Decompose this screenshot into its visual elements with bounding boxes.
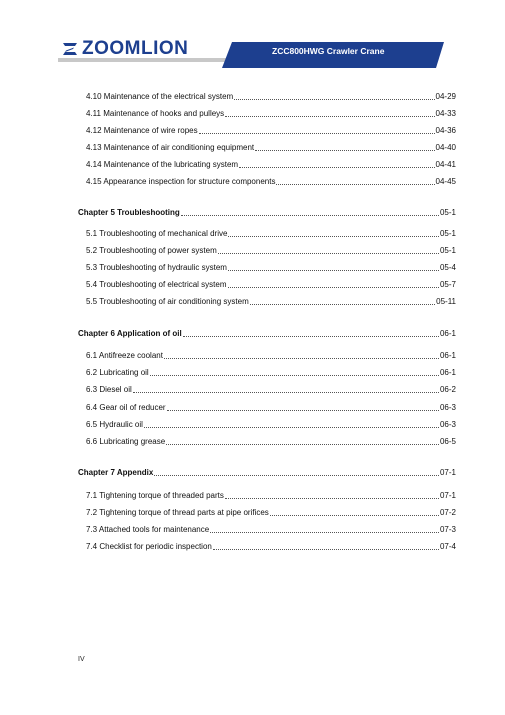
toc-entry-page: 05-4	[439, 263, 456, 272]
toc-section-row	[86, 263, 456, 273]
toc-entry-title: 4.12 Maintenance of wire ropes	[86, 126, 198, 135]
toc-chapter-row	[78, 329, 456, 339]
toc-entry-page: 05-1	[439, 208, 456, 217]
toc-entry-title: 7.1 Tightening torque of threaded parts	[86, 491, 224, 500]
toc-entry-page: 06-3	[439, 403, 456, 412]
toc-section-row	[86, 491, 456, 501]
toc-section-row	[86, 420, 456, 430]
toc-entry-page: 07-1	[439, 468, 456, 477]
toc-section-row	[86, 280, 456, 290]
toc-section-row	[86, 525, 456, 535]
toc-section-row	[86, 403, 456, 413]
toc-leader-dots	[276, 177, 434, 185]
toc-section-row	[86, 143, 456, 153]
toc-leader-dots	[250, 297, 435, 305]
toc-leader-dots	[166, 437, 439, 445]
toc-entry-page: 06-5	[439, 437, 456, 446]
toc-section-row	[86, 246, 456, 256]
toc-section-row	[86, 542, 456, 552]
toc-entry-title: Chapter 7 Appendix	[78, 468, 154, 477]
toc-entry-title: 6.3 Diesel oil	[86, 385, 132, 394]
toc-entry-title: 6.2 Lubricating oil	[86, 368, 149, 377]
toc-entry-title: 6.4 Gear oil of reducer	[86, 403, 166, 412]
toc-leader-dots	[239, 160, 434, 168]
toc-section-row	[86, 437, 456, 447]
toc-entry-page: 07-1	[439, 491, 456, 500]
toc-entry-title: 5.4 Troubleshooting of electrical system	[86, 280, 227, 289]
toc-entry-page: 06-2	[439, 385, 456, 394]
toc-section-row	[86, 160, 456, 170]
toc-entry-title: 5.3 Troubleshooting of hydraulic system	[86, 263, 227, 272]
toc-leader-dots	[213, 542, 439, 550]
toc-leader-dots	[218, 246, 439, 254]
toc-entry-page: 04-29	[435, 92, 456, 101]
toc-entry-page: 04-40	[435, 143, 456, 152]
toc-section-row	[86, 126, 456, 136]
toc-leader-dots	[228, 263, 439, 271]
toc-leader-dots	[225, 109, 434, 117]
toc-entry-page: 04-33	[435, 109, 456, 118]
toc-section-row	[86, 508, 456, 518]
toc-entry-page: 04-45	[435, 177, 456, 186]
header-banner	[0, 0, 505, 80]
toc-entry-title: 4.11 Maintenance of hooks and pulleys	[86, 109, 225, 118]
toc-entry-title: 6.6 Lubricating grease	[86, 437, 166, 446]
toc-entry-title: 5.5 Troubleshooting of air conditioning system	[86, 297, 249, 306]
toc-entry-page: 05-1	[439, 229, 456, 238]
toc-entry-page: 07-4	[439, 542, 456, 551]
toc-section-row	[86, 385, 456, 395]
toc-entry-page: 05-11	[436, 297, 456, 306]
toc-section-row	[86, 351, 456, 361]
toc-section-row	[86, 297, 456, 307]
toc-leader-dots	[150, 368, 439, 376]
toc-section-row	[86, 229, 456, 239]
toc-entry-title: Chapter 5 Troubleshooting	[78, 208, 180, 217]
page-number: IV	[78, 656, 85, 663]
toc-leader-dots	[164, 351, 439, 359]
toc-entry-page: 04-41	[435, 160, 456, 169]
toc-entry-page: 04-36	[435, 126, 456, 135]
toc-entry-title: 4.13 Maintenance of air conditioning equipment	[86, 143, 255, 152]
toc-entry-title: 4.14 Maintenance of the lubricating system	[86, 160, 239, 169]
toc-chapter-row	[78, 208, 456, 218]
toc-entry-page: 07-2	[439, 508, 456, 517]
toc-section-row	[86, 109, 456, 119]
toc-leader-dots	[234, 92, 434, 100]
toc-entry-title: 6.5 Hydraulic oil	[86, 420, 143, 429]
toc-leader-dots	[228, 229, 439, 237]
toc-leader-dots	[270, 508, 439, 516]
toc-chapter-row	[78, 468, 456, 478]
toc-leader-dots	[183, 329, 439, 337]
toc-leader-dots	[199, 126, 435, 134]
logo-text: ZOOMLION	[82, 38, 189, 59]
toc-entry-title: Chapter 6 Application of oil	[78, 329, 182, 338]
toc-leader-dots	[181, 208, 439, 216]
toc-leader-dots	[255, 143, 434, 151]
document-title: ZCC800HWG Crawler Crane	[272, 46, 385, 56]
toc-entry-title: 4.10 Maintenance of the electrical system	[86, 92, 234, 101]
toc-entry-title: 5.2 Troubleshooting of power system	[86, 246, 217, 255]
page-header	[0, 0, 505, 80]
toc-leader-dots	[133, 385, 439, 393]
toc-leader-dots	[228, 280, 439, 288]
toc-leader-dots	[167, 403, 439, 411]
toc-section-row	[86, 177, 456, 187]
toc-section-row	[86, 92, 456, 102]
toc-entry-title: 6.1 Antifreeze coolant	[86, 351, 163, 360]
toc-entry-page: 06-3	[439, 420, 456, 429]
toc-leader-dots	[225, 491, 439, 499]
toc-entry-title: 7.3 Attached tools for maintenance	[86, 525, 210, 534]
toc-entry-page: 06-1	[439, 351, 456, 360]
toc-entry-page: 05-7	[439, 280, 456, 289]
toc-section-row	[86, 368, 456, 378]
toc-entry-page: 06-1	[439, 329, 456, 338]
toc-entry-page: 06-1	[439, 368, 456, 377]
toc-entry-title: 4.15 Appearance inspection for structure components	[86, 177, 276, 186]
toc-entry-page: 05-1	[439, 246, 456, 255]
zoomlion-logo-icon	[62, 42, 78, 56]
toc-entry-title: 5.1 Troubleshooting of mechanical drive	[86, 229, 228, 238]
toc-entry-title: 7.4 Checklist for periodic inspection	[86, 542, 212, 551]
toc-leader-dots	[154, 468, 439, 476]
toc-entry-page: 07-3	[439, 525, 456, 534]
toc-entry-title: 7.2 Tightening torque of thread parts at pipe orifices	[86, 508, 269, 517]
toc-leader-dots	[144, 420, 439, 428]
toc-leader-dots	[210, 525, 439, 533]
